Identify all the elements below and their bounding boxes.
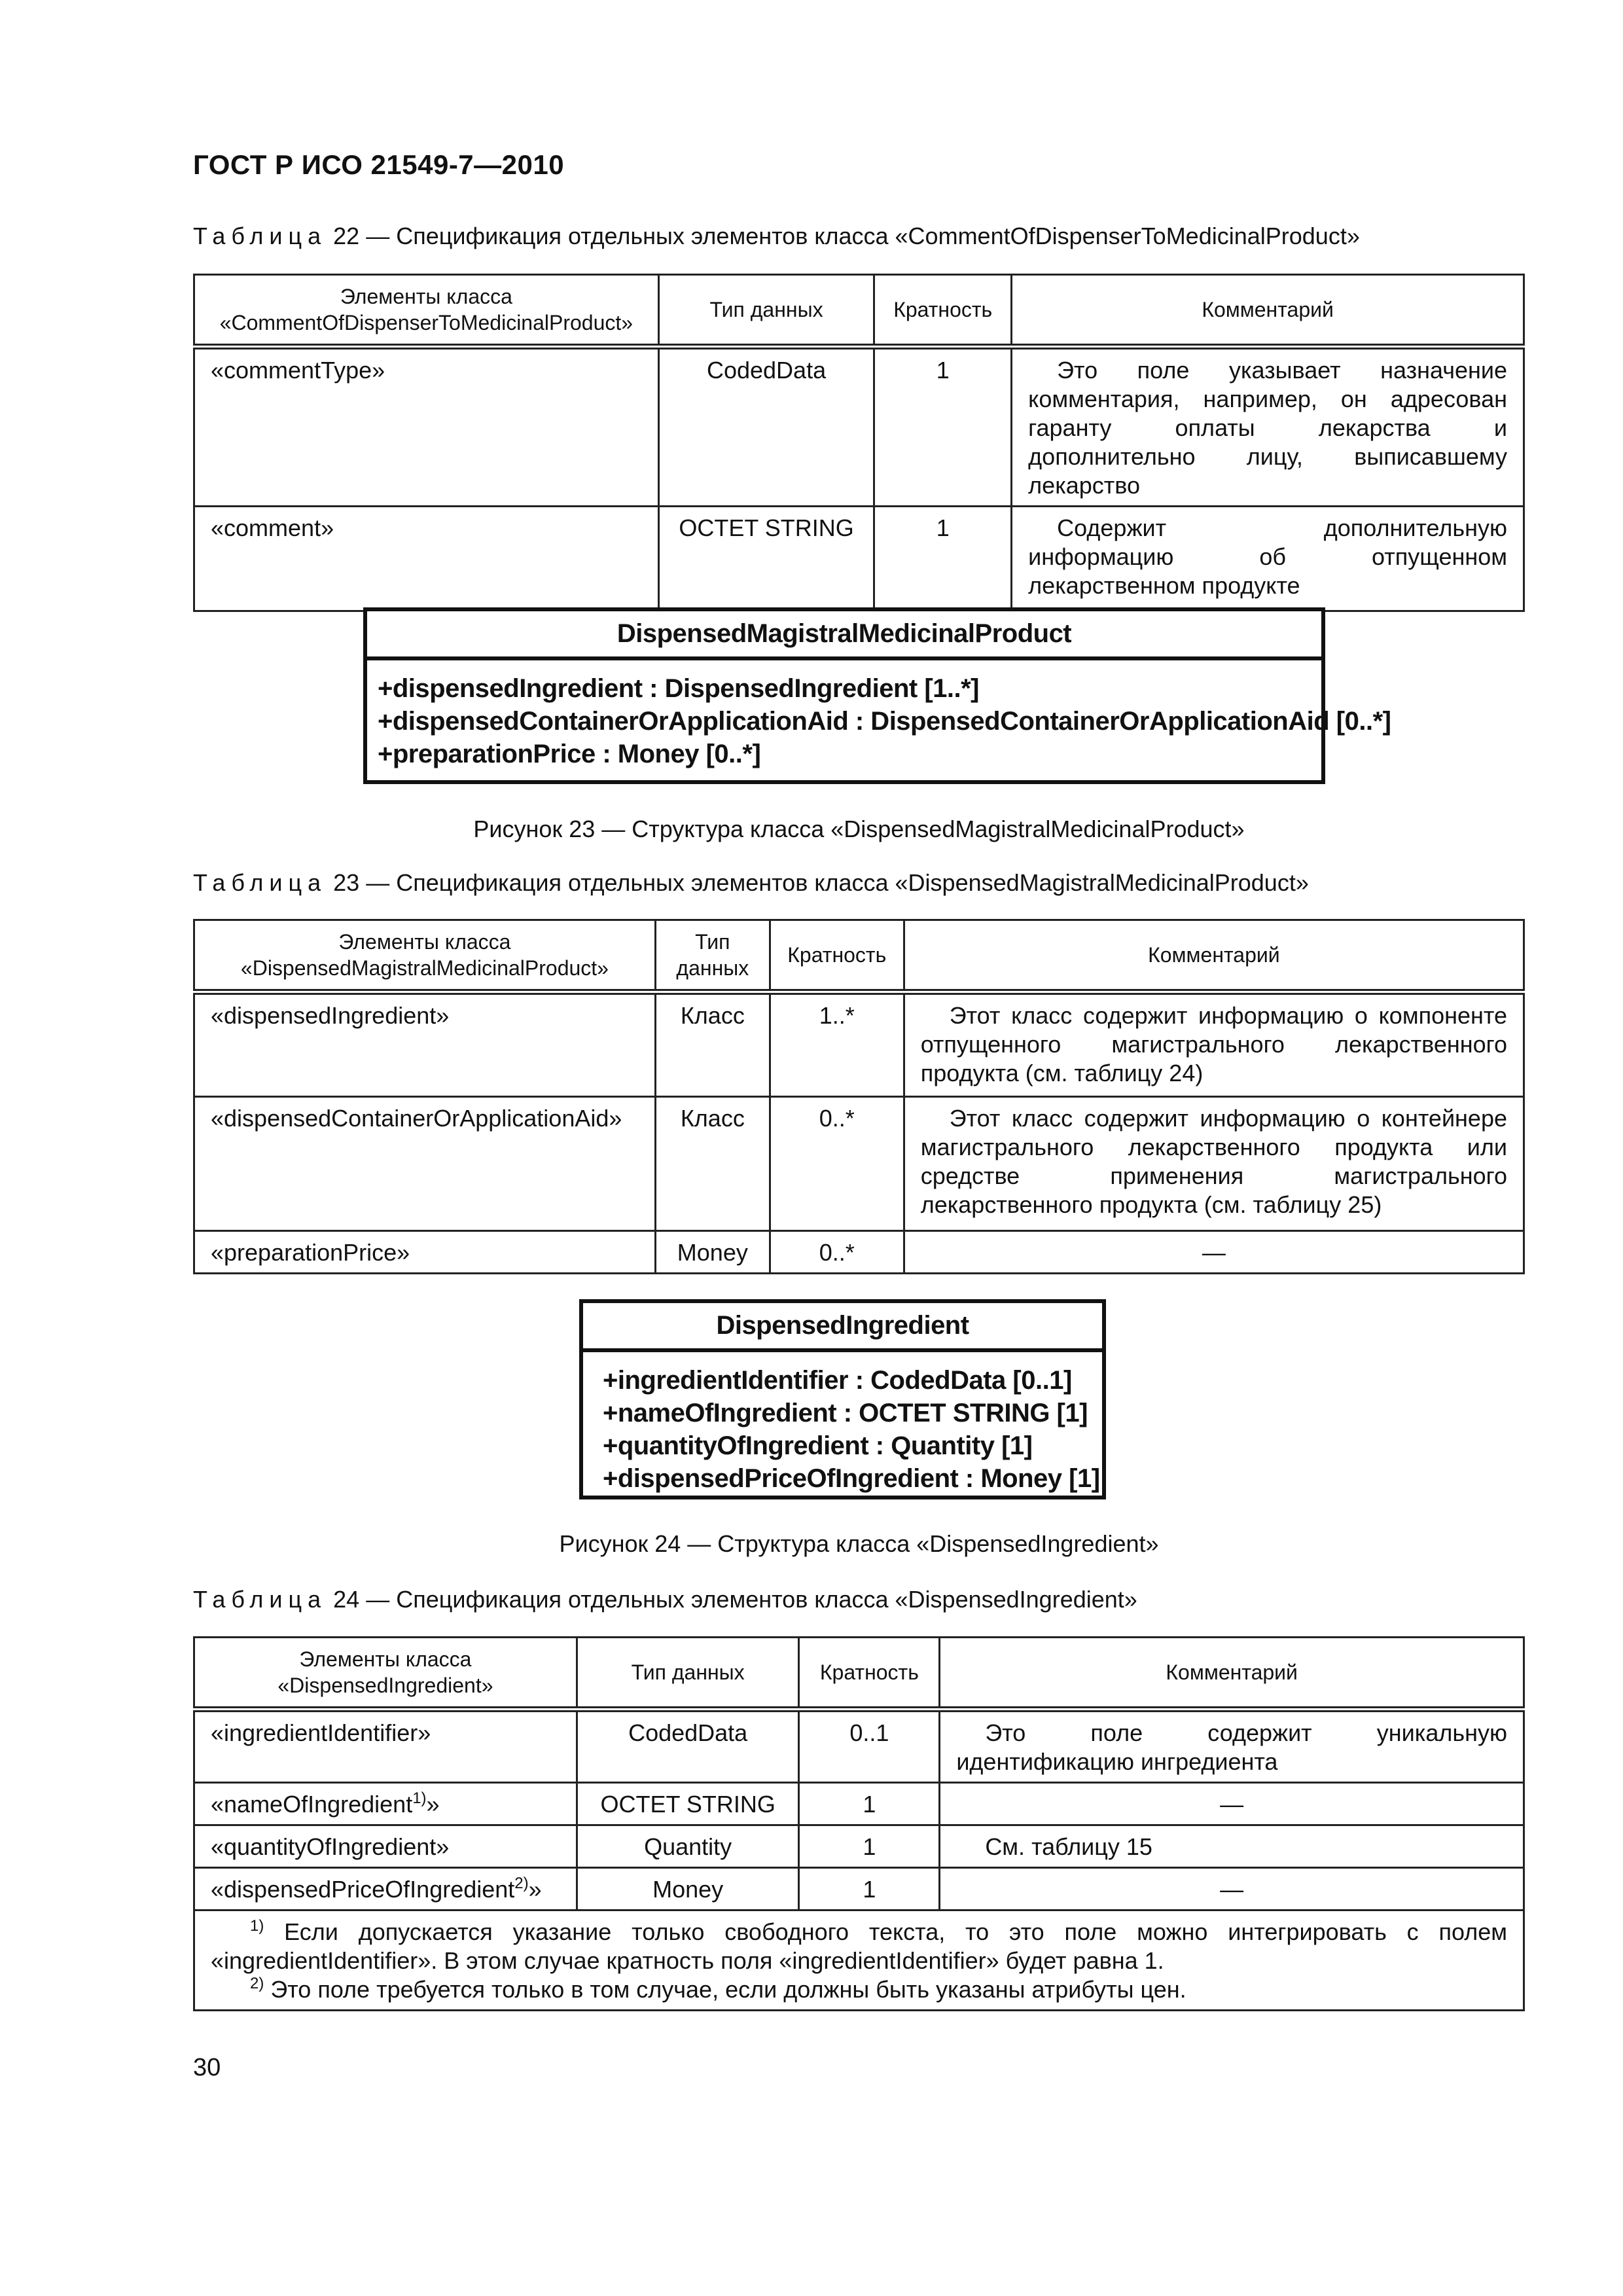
uml-attribute: +dispensedIngredient : DispensedIngredient [1..*] xyxy=(378,674,979,703)
table-row xyxy=(194,1825,1524,1868)
element-cell: «ingredientIdentifier» xyxy=(194,1710,577,1783)
column-header: Элементы класса «DispensedIngredient» xyxy=(194,1638,577,1710)
page-number: 30 xyxy=(193,2054,221,2081)
table-23-caption: Таблица 23 — Спецификация отдельных элементов класса «DispensedMagistralMedicinalProduct» xyxy=(193,869,1309,896)
multiplicity-cell: 1..* xyxy=(770,992,904,1097)
column-header: Тип данных xyxy=(577,1638,799,1710)
comment-cell: — xyxy=(940,1868,1524,1910)
multiplicity-cell: 1 xyxy=(799,1868,940,1910)
type-cell: Класс xyxy=(655,1097,770,1231)
column-header: Комментарий xyxy=(940,1638,1524,1710)
type-cell: OCTET STRING xyxy=(658,507,874,611)
element-cell: «preparationPrice» xyxy=(194,1231,656,1274)
footnotes-row xyxy=(194,1910,1524,2011)
footnote: $^{2)}$ Это поле требуется только в том случае, если должны быть указаны атрибуты цен. xyxy=(250,1975,1186,2003)
multiplicity-cell: 0..* xyxy=(770,1231,904,1274)
uml-attribute: +preparationPrice : Money [0..*] xyxy=(378,740,761,768)
type-cell: Класс xyxy=(655,992,770,1097)
uml-class-name: DispensedIngredient xyxy=(583,1303,1102,1352)
table-23 xyxy=(193,919,1525,1274)
multiplicity-cell: 0..* xyxy=(770,1097,904,1231)
column-header: Комментарий xyxy=(1012,275,1524,347)
column-header: Тип данных xyxy=(655,920,770,992)
uml-attribute: +ingredientIdentifier : CodedData [0..1] xyxy=(603,1366,1072,1395)
table-row xyxy=(194,1868,1524,1910)
comment-cell: Это поле указывает назначение комментария, например, он адресован гаранту оплаты лекарства и дополнительно лицу, выписавшему лекарство xyxy=(1012,347,1524,507)
table-22 xyxy=(193,274,1525,612)
table-24-caption: Таблица 24 — Спецификация отдельных элементов класса «DispensedIngredient» xyxy=(193,1586,1137,1613)
uml-attribute: +dispensedPriceOfIngredient : Money [1] xyxy=(603,1464,1100,1493)
footnote-ref: 1) xyxy=(412,1789,427,1807)
uml-attributes xyxy=(583,1352,1102,1503)
comment-cell: — xyxy=(904,1231,1524,1274)
type-cell: Money xyxy=(577,1868,799,1910)
comment-cell: — xyxy=(940,1783,1524,1825)
element-cell: «dispensedPriceOfIngredient$^{2)}$» xyxy=(194,1868,577,1910)
table-row xyxy=(194,1231,1524,1274)
comment-cell: Этот класс содержит информацию о компоненте отпущенного магистрального лекарственного продукта (см. таблицу 24) xyxy=(904,992,1524,1097)
footnote: $^{1)}$ Если допускается указание только свободного текста, то это поле можно интегрировать с полем «ingredientIdentifier». В этом случае кратность поля «ingredientIdentifier» будет равна 1. xyxy=(211,1917,1507,1974)
comment-cell: См. таблицу 15 xyxy=(940,1825,1524,1868)
multiplicity-cell: 1 xyxy=(874,507,1012,611)
table-24 xyxy=(193,1636,1525,2011)
figure-24-caption: Рисунок 24 — Структура класса «DispensedIngredient» xyxy=(559,1530,1159,1557)
table-row xyxy=(194,1097,1524,1231)
multiplicity-cell: 1 xyxy=(874,347,1012,507)
element-cell: «dispensedContainerOrApplicationAid» xyxy=(194,1097,656,1231)
type-cell: CodedData xyxy=(658,347,874,507)
uml-attribute: +dispensedContainerOrApplicationAid : DispensedContainerOrApplicationAid [0..*] xyxy=(378,707,1391,736)
column-header: Кратность xyxy=(770,920,904,992)
footnotes xyxy=(194,1910,1524,2011)
document-header: ГОСТ Р ИСО 21549-7—2010 xyxy=(193,149,565,180)
column-header: Кратность xyxy=(874,275,1012,347)
type-cell: Quantity xyxy=(577,1825,799,1868)
uml-attribute: +quantityOfIngredient : Quantity [1] xyxy=(603,1431,1033,1460)
uml-class-name: DispensedMagistralMedicinalProduct xyxy=(367,611,1321,660)
uml-class-dispensed-ingredient xyxy=(579,1299,1106,1499)
uml-attributes xyxy=(367,660,1391,778)
comment-cell: Этот класс содержит информацию о контейнере магистрального лекарственного продукта или средстве применения магистрального лекарственного продукта (см. таблицу 25) xyxy=(904,1097,1524,1231)
type-cell: CodedData xyxy=(577,1710,799,1783)
multiplicity-cell: 1 xyxy=(799,1825,940,1868)
element-cell: «commentType» xyxy=(194,347,659,507)
footnote-ref: 2) xyxy=(514,1874,529,1892)
comment-cell: Содержит дополнительную информацию об отпущенном лекарственном продукте xyxy=(1012,507,1524,611)
element-cell: «comment» xyxy=(194,507,659,611)
column-header: Элементы класса «DispensedMagistralMedicinalProduct» xyxy=(194,920,656,992)
column-header: Комментарий xyxy=(904,920,1524,992)
table-row xyxy=(194,507,1524,611)
table-row xyxy=(194,347,1524,507)
table-row xyxy=(194,1783,1524,1825)
table-22-caption: Таблица 22 — Спецификация отдельных элементов класса «CommentOfDispenserToMedicinalProduct» xyxy=(193,223,1360,249)
column-header: Элементы класса «CommentOfDispenserToMedicinalProduct» xyxy=(194,275,659,347)
element-cell: «nameOfIngredient$^{1)}$» xyxy=(194,1783,577,1825)
table-row xyxy=(194,992,1524,1097)
column-header: Кратность xyxy=(799,1638,940,1710)
figure-23-caption: Рисунок 23 — Структура класса «DispensedMagistralMedicinalProduct» xyxy=(473,816,1245,842)
table-row xyxy=(194,1710,1524,1783)
element-cell: «quantityOfIngredient» xyxy=(194,1825,577,1868)
multiplicity-cell: 0..1 xyxy=(799,1710,940,1783)
multiplicity-cell: 1 xyxy=(799,1783,940,1825)
comment-cell: Это поле содержит уникальную идентификацию ингредиента xyxy=(940,1710,1524,1783)
type-cell: OCTET STRING xyxy=(577,1783,799,1825)
uml-class-dispensed-magistral-medicinal-product xyxy=(363,607,1391,784)
element-cell: «dispensedIngredient» xyxy=(194,992,656,1097)
type-cell: Money xyxy=(655,1231,770,1274)
uml-attribute: +nameOfIngredient : OCTET STRING [1] xyxy=(603,1399,1088,1427)
column-header: Тип данных xyxy=(658,275,874,347)
